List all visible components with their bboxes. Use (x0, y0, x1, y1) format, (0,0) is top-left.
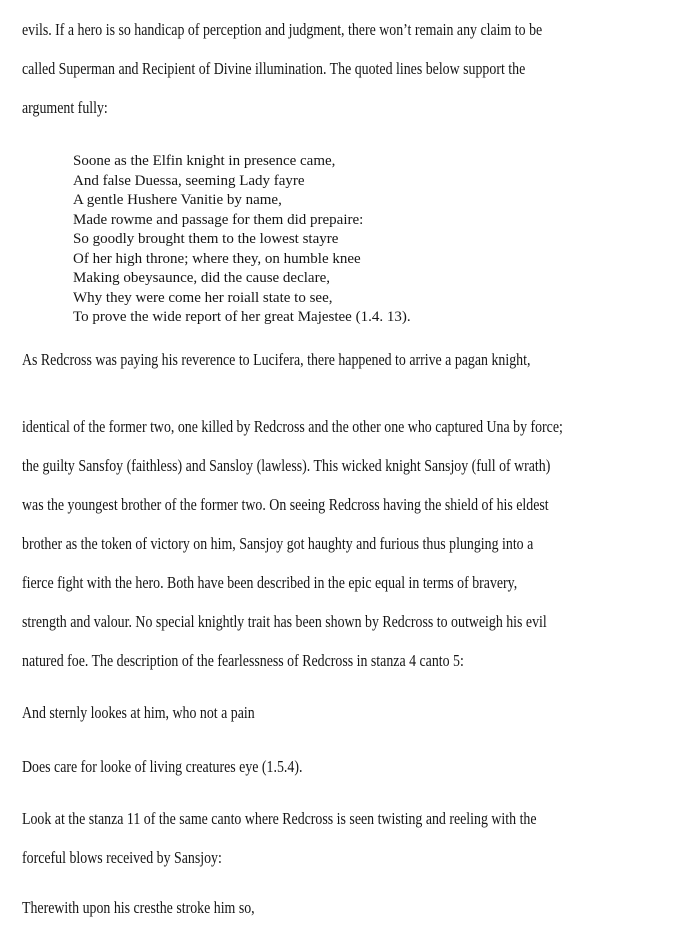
stanza11-paragraph-line: forceful blows received by Sansjoy: (22, 848, 222, 867)
verse-line: Made rowme and passage for them did prepaire: (73, 211, 364, 228)
body-paragraph-line: natured foe. The description of the fearlessness of Redcross in stanza 4 canto 5: (22, 651, 464, 670)
verse-line: Making obeysaunce, did the cause declare, (73, 270, 330, 286)
intro-paragraph-line: argument fully: (22, 98, 108, 117)
verse-line: Why they were come her roiall state to see, (73, 289, 333, 306)
body-paragraph-line: the guilty Sansfoy (faithless) and Sansloy (lawless). This wicked knight Sansjoy (full of wrath) (22, 456, 551, 475)
verse-line: And false Duessa, seeming Lady fayre (73, 172, 305, 189)
block-quote-stanza (73, 152, 411, 328)
quoted-verse-line: Therewith upon his cresthe stroke him so, (22, 898, 255, 917)
verse-line: So goodly brought them to the lowest stayre (73, 231, 339, 247)
verse-line: A gentle Hushere Vanitie by name, (73, 192, 282, 208)
intro-paragraph-line: called Superman and Recipient of Divine illumination. The quoted lines below support the (22, 59, 526, 78)
quoted-verse-line: Does care for looke of living creatures eye (1.5.4). (22, 757, 303, 776)
body-paragraph-line: fierce fight with the hero. Both have been described in the epic equal in terms of bravery, (22, 573, 518, 592)
intro-paragraph-line: evils. If a hero is so handicap of perception and judgment, there won’t remain any claim to be (22, 20, 543, 39)
verse-line: To prove the wide report of her great Majestee (1.4. 13). (73, 309, 411, 325)
stanza11-paragraph-line: Look at the stanza 11 of the same canto where Redcross is seen twisting and reeling with the (22, 809, 537, 828)
quoted-verse-line: And sternly lookes at him, who not a pain (22, 703, 255, 722)
body-paragraph-line: was the youngest brother of the former two. On seeing Redcross having the shield of his eldest (22, 495, 549, 514)
body-paragraph-line: As Redcross was paying his reverence to Lucifera, there happened to arrive a pagan knight, (22, 350, 531, 369)
verse-line: Of her high throne; where they, on humble knee (73, 250, 361, 267)
body-paragraph-line: strength and valour. No special knightly trait has been shown by Redcross to outweigh his evil (22, 612, 547, 631)
body-paragraph-line: identical of the former two, one killed by Redcross and the other one who captured Una by force; (22, 417, 563, 436)
body-paragraph-line: brother as the token of victory on him, Sansjoy got haughty and furious thus plunging into a (22, 534, 534, 553)
verse-line: Soone as the Elfin knight in presence came, (73, 153, 336, 169)
